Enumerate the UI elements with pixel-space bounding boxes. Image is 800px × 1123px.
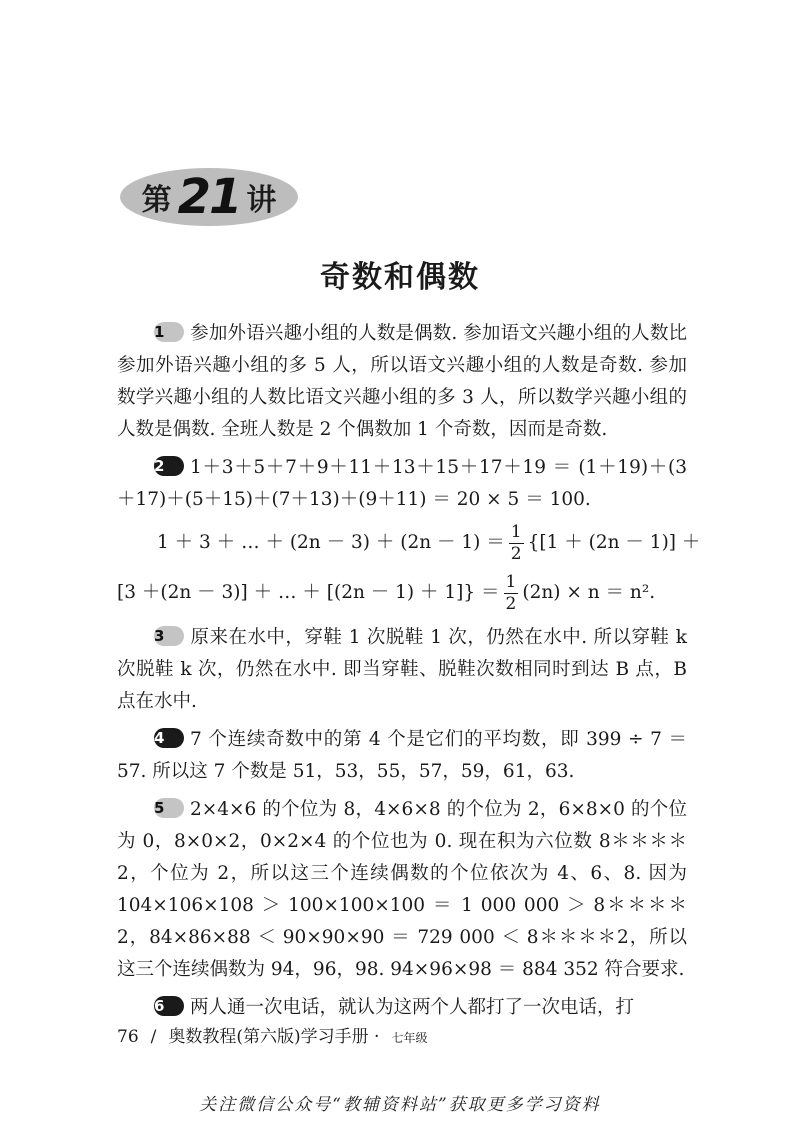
- book-title: 奥数教程(第六版)学习手册 ·: [168, 1027, 380, 1047]
- formula-line-2: [117, 572, 687, 614]
- chapter-badge: [120, 168, 298, 226]
- problem-5: [117, 794, 687, 986]
- problem-6: [117, 992, 687, 1024]
- grade-label: 七年级: [391, 1031, 428, 1045]
- formula-right: {[1 ＋ (2n － 1)] ＋: [527, 531, 701, 553]
- fraction-denominator: 2: [505, 594, 517, 614]
- chapter-suffix: 讲: [246, 183, 277, 218]
- problem-text: 参加外语兴趣小组的人数是偶数. 参加语文兴趣小组的人数比参加外语兴趣小组的多 5 人，所以语文兴趣小组的人数是奇数. 参加数学兴趣小组的人数比语文兴趣小组的多 3 人，所以数学兴趣小组的人数是偶数. 全班人数是 2 个偶数加 1 个奇数，因而是奇数.: [117, 323, 687, 440]
- formula-left: [3 ＋(2n － 3)] ＋ … ＋ [(2n － 1) ＋ 1]} ＝: [117, 581, 500, 603]
- solutions-content: [117, 318, 701, 1030]
- fraction-half: [509, 522, 524, 564]
- problem-number-badge: 1: [154, 322, 184, 342]
- watermark-text: 关注微信公众号“教辅资料站”获取更多学习资料: [199, 1095, 601, 1115]
- problem-number-badge: 6: [154, 996, 184, 1016]
- problem-number-badge: 4: [154, 728, 184, 748]
- page-title: 奇数和偶数: [320, 260, 480, 295]
- problem-3: [117, 622, 687, 718]
- problem-text: 2×4×6 的个位为 8，4×6×8 的个位为 2，6×8×0 的个位为 0，8×0×2，0×2×4 的个位也为 0. 现在积为六位数 8＊＊＊＊2，个位为 2，所以这三个连续偶数的个位依次为 4、6、8. 因为 104×106×108 ＞ 100×100×100 ＝ 1 000 000 ＞ 8＊＊＊＊2，84×86×88 ＜ 90×90×90 ＝ 729 000 ＜ 8＊＊＊＊2，所以这三个连续偶数为 94，96，98. 94×96×98 ＝ 884 352 符合要求.: [117, 799, 687, 980]
- problem-number-badge: 2: [154, 456, 184, 476]
- formula-right: (2n) × n ＝ n².: [522, 581, 656, 603]
- fraction-numerator: 1: [510, 522, 522, 542]
- problem-text: 1＋3＋5＋7＋9＋11＋13＋15＋17＋19 ＝ (1＋19)＋(3＋17)＋(5＋15)＋(7＋13)＋(9＋11) ＝ 20 × 5 ＝ 100.: [117, 457, 687, 510]
- chapter-number: 21: [177, 169, 241, 225]
- problem-text: 原来在水中，穿鞋 1 次脱鞋 1 次，仍然在水中. 所以穿鞋 k 次脱鞋 k 次，仍然在水中. 即当穿鞋、脱鞋次数相同时到达 B 点，B 点在水中.: [117, 627, 687, 712]
- problem-4: [117, 724, 687, 788]
- problem-2: [117, 452, 687, 516]
- problem-number-badge: 3: [154, 626, 184, 646]
- footer-separator: /: [150, 1027, 157, 1047]
- fraction-numerator: 1: [505, 572, 517, 592]
- page-footer: [117, 1022, 427, 1047]
- page-number: 76: [117, 1027, 139, 1047]
- problem-text: 两人通一次电话，就认为这两个人都打了一次电话，打: [190, 997, 635, 1018]
- problem-1: [117, 318, 687, 446]
- formula-line-1: [117, 522, 701, 564]
- problem-text: 7 个连续奇数中的第 4 个是它们的平均数，即 399 ÷ 7 ＝ 57. 所以这 7 个数是 51，53，55，57，59，61，63.: [117, 729, 687, 782]
- chapter-prefix: 第: [141, 183, 172, 218]
- problem-number-badge: 5: [154, 798, 184, 818]
- fraction-half: [504, 572, 519, 614]
- fraction-denominator: 2: [510, 544, 522, 564]
- formula-left: 1 ＋ 3 ＋ … ＋ (2n － 3) ＋ (2n － 1) ＝: [157, 531, 505, 553]
